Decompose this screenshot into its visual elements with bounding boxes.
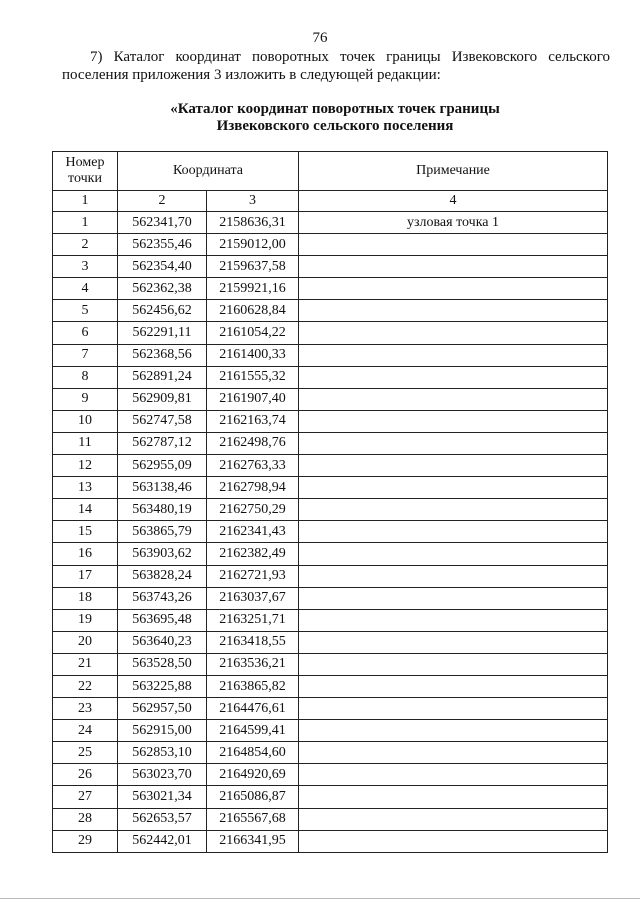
table-header-row [53,152,608,191]
column-number-2: 2 [118,191,207,212]
point-number-cell: 8 [53,366,118,388]
header-number-line-1: Номер [65,155,105,170]
coordinate-x-cell: 563528,50 [118,653,207,675]
point-number-cell: 26 [53,764,118,786]
table-row [53,212,608,234]
coordinate-x-cell: 563640,23 [118,631,207,653]
note-cell [299,300,608,322]
note-cell [299,477,608,499]
point-number-cell: 20 [53,631,118,653]
coordinate-x-cell: 562909,81 [118,388,207,410]
note-cell [299,322,608,344]
coordinate-x-cell: 562291,11 [118,322,207,344]
point-number-cell: 1 [53,212,118,234]
intro-line-1: 7) Каталог координат поворотных точек границы Извековского сельского [90,49,610,65]
coordinate-x-cell: 562853,10 [118,742,207,764]
point-number-cell: 25 [53,742,118,764]
table-row [53,631,608,653]
table-row [53,609,608,631]
note-cell [299,521,608,543]
coordinate-y-cell: 2161054,22 [207,322,299,344]
table-row [53,587,608,609]
point-number-cell: 12 [53,455,118,477]
coordinate-y-cell: 2161907,40 [207,388,299,410]
note-cell [299,631,608,653]
note-cell [299,432,608,454]
note-cell [299,565,608,587]
note-cell [299,675,608,697]
column-number-row [53,191,608,212]
table-row [53,256,608,278]
point-number-cell: 22 [53,675,118,697]
column-number-3: 3 [207,191,299,212]
table-row [53,808,608,830]
note-cell [299,410,608,432]
note-cell [299,366,608,388]
point-number-cell: 29 [53,830,118,852]
table-row [53,344,608,366]
point-number-cell: 14 [53,499,118,521]
note-cell [299,587,608,609]
coordinate-y-cell: 2159012,00 [207,234,299,256]
point-number-cell: 16 [53,543,118,565]
coordinate-y-cell: 2162763,33 [207,455,299,477]
coordinate-x-cell: 562354,40 [118,256,207,278]
note-cell [299,720,608,742]
coordinate-y-cell: 2162750,29 [207,499,299,521]
intro-paragraph [62,48,610,84]
note-cell [299,609,608,631]
table-row [53,499,608,521]
catalog-title [0,101,640,135]
column-number-4: 4 [299,191,608,212]
point-number-cell: 13 [53,477,118,499]
coordinate-y-cell: 2158636,31 [207,212,299,234]
table-row [53,432,608,454]
coordinate-x-cell: 562957,50 [118,698,207,720]
coordinate-y-cell: 2163037,67 [207,587,299,609]
coordinate-y-cell: 2162498,76 [207,432,299,454]
coordinate-x-cell: 563138,46 [118,477,207,499]
table-row [53,366,608,388]
coordinate-y-cell: 2162382,49 [207,543,299,565]
coordinate-y-cell: 2164476,61 [207,698,299,720]
header-coordinate: Координата [118,152,299,191]
coordinate-x-cell: 562341,70 [118,212,207,234]
coordinate-x-cell: 562891,24 [118,366,207,388]
point-number-cell: 6 [53,322,118,344]
note-cell [299,344,608,366]
coordinate-y-cell: 2159921,16 [207,278,299,300]
coordinate-x-cell: 563903,62 [118,543,207,565]
point-number-cell: 9 [53,388,118,410]
note-cell [299,234,608,256]
coordinate-x-cell: 563865,79 [118,521,207,543]
point-number-cell: 27 [53,786,118,808]
coordinate-y-cell: 2162798,94 [207,477,299,499]
note-cell [299,698,608,720]
point-number-cell: 11 [53,432,118,454]
table-row [53,521,608,543]
coordinate-x-cell: 562456,62 [118,300,207,322]
header-number-line-2: точки [68,171,102,186]
point-number-cell: 19 [53,609,118,631]
note-cell: узловая точка 1 [299,212,608,234]
coordinate-y-cell: 2164854,60 [207,742,299,764]
note-cell [299,742,608,764]
table-row [53,543,608,565]
coordinate-x-cell: 562442,01 [118,830,207,852]
table-row [53,300,608,322]
coordinate-y-cell: 2163536,21 [207,653,299,675]
coordinate-y-cell: 2164599,41 [207,720,299,742]
note-cell [299,653,608,675]
page-number: 76 [312,30,328,46]
point-number-cell: 21 [53,653,118,675]
note-cell [299,278,608,300]
note-cell [299,808,608,830]
point-number-cell: 28 [53,808,118,830]
coordinate-x-cell: 562355,46 [118,234,207,256]
table-row [53,388,608,410]
point-number-cell: 17 [53,565,118,587]
table-row [53,410,608,432]
coordinate-x-cell: 563828,24 [118,565,207,587]
coordinate-y-cell: 2163251,71 [207,609,299,631]
coordinate-x-cell: 562787,12 [118,432,207,454]
note-cell [299,388,608,410]
coordinate-y-cell: 2162341,43 [207,521,299,543]
coordinate-y-cell: 2165086,87 [207,786,299,808]
point-number-cell: 18 [53,587,118,609]
catalog-title-line-1: «Каталог координат поворотных точек границы [170,101,500,117]
note-cell [299,543,608,565]
point-number-cell: 5 [53,300,118,322]
coordinate-x-cell: 562368,56 [118,344,207,366]
coordinate-x-cell: 562653,57 [118,808,207,830]
point-number-cell: 10 [53,410,118,432]
coordinate-x-cell: 562915,00 [118,720,207,742]
coordinate-x-cell: 563021,34 [118,786,207,808]
coordinate-y-cell: 2166341,95 [207,830,299,852]
point-number-cell: 2 [53,234,118,256]
table-row [53,653,608,675]
table-row [53,278,608,300]
coordinate-y-cell: 2160628,84 [207,300,299,322]
column-number-1: 1 [53,191,118,212]
table-row [53,720,608,742]
coordinate-y-cell: 2162721,93 [207,565,299,587]
coordinate-x-cell: 562747,58 [118,410,207,432]
coordinate-x-cell: 563743,26 [118,587,207,609]
note-cell [299,830,608,852]
coordinate-x-cell: 562955,09 [118,455,207,477]
coordinate-y-cell: 2163418,55 [207,631,299,653]
table-row [53,786,608,808]
table-row [53,455,608,477]
table-row [53,698,608,720]
table-row [53,234,608,256]
coordinate-x-cell: 563225,88 [118,675,207,697]
coordinate-x-cell: 563480,19 [118,499,207,521]
coordinate-x-cell: 563023,70 [118,764,207,786]
coordinates-table [52,151,608,853]
catalog-title-line-2: Извековского сельского поселения [216,118,454,134]
coordinate-y-cell: 2164920,69 [207,764,299,786]
header-point-number [53,152,118,191]
note-cell [299,764,608,786]
note-cell [299,786,608,808]
coordinate-x-cell: 562362,38 [118,278,207,300]
point-number-cell: 7 [53,344,118,366]
point-number-cell: 24 [53,720,118,742]
table-row [53,477,608,499]
table-row [53,675,608,697]
coordinate-y-cell: 2165567,68 [207,808,299,830]
scan-edge-line [0,898,640,899]
point-number-cell: 23 [53,698,118,720]
table-row [53,830,608,852]
note-cell [299,455,608,477]
coordinate-y-cell: 2163865,82 [207,675,299,697]
coordinate-y-cell: 2161555,32 [207,366,299,388]
coordinate-x-cell: 563695,48 [118,609,207,631]
table-row [53,764,608,786]
point-number-cell: 15 [53,521,118,543]
table-row [53,742,608,764]
point-number-cell: 3 [53,256,118,278]
coordinate-y-cell: 2162163,74 [207,410,299,432]
table-row [53,322,608,344]
note-cell [299,499,608,521]
note-cell [299,256,608,278]
point-number-cell: 4 [53,278,118,300]
intro-line-2: поселения приложения 3 изложить в следующей редакции: [62,67,441,83]
table-row [53,565,608,587]
coordinate-y-cell: 2161400,33 [207,344,299,366]
coordinate-y-cell: 2159637,58 [207,256,299,278]
header-note: Примечание [299,152,608,191]
